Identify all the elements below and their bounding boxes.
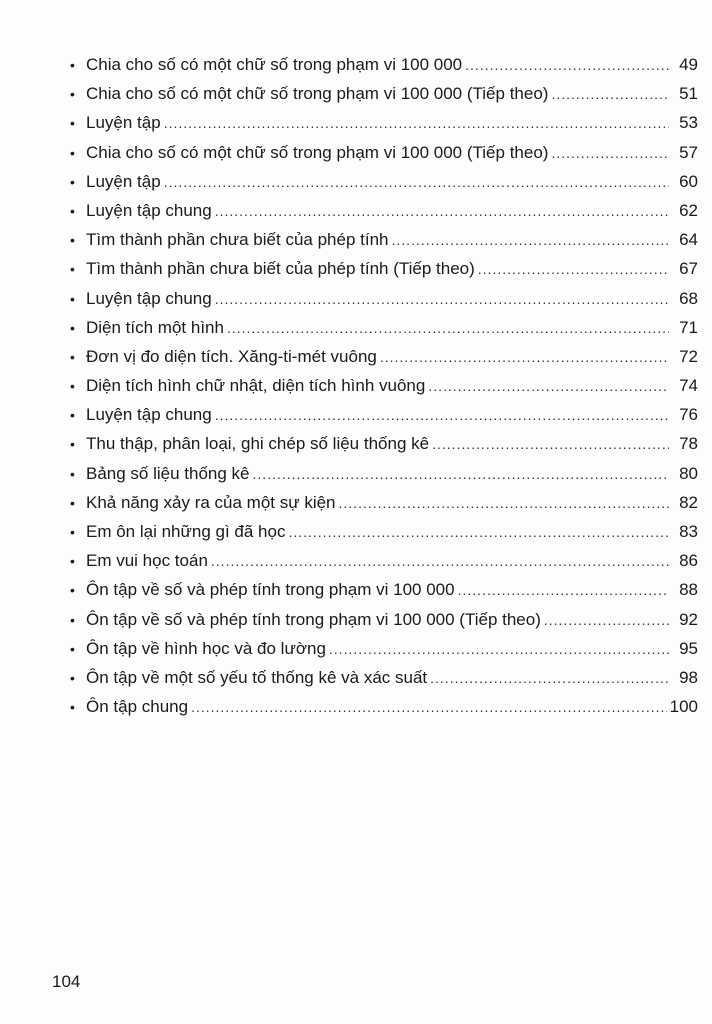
toc-entry-title: Em vui học toán	[86, 551, 208, 571]
bullet-icon: •	[70, 494, 75, 511]
toc-entry-title: Diện tích một hình	[86, 317, 224, 337]
dot-leader	[164, 109, 669, 138]
toc-entry-title: Bảng số liệu thống kê	[86, 463, 250, 483]
toc-entry-page-number: 88	[679, 580, 698, 600]
dot-leader	[215, 197, 669, 226]
toc-entry-title: Ôn tập về số và phép tính trong phạm vi 100 000	[86, 580, 455, 600]
toc-entry-page-number: 76	[679, 405, 698, 425]
toc-entry	[70, 517, 698, 546]
toc-entry-title: Em ôn lại những gì đã học	[86, 522, 286, 541]
toc-entry-title: Chia cho số có một chữ số trong phạm vi 100 000	[86, 55, 463, 74]
toc-entry-title: Thu thập, phân loại, ghi chép số liệu thống kê	[86, 434, 430, 454]
bullet-icon: •	[70, 57, 75, 73]
toc-entry	[70, 167, 698, 196]
toc-entry-page-number: 60	[679, 171, 698, 191]
dot-leader	[164, 168, 669, 197]
bullet-icon: •	[70, 582, 75, 599]
toc-entry	[70, 429, 698, 458]
toc-entry-title: Diện tích hình chữ nhật, diện tích hình vuông	[86, 376, 426, 396]
toc-entry	[70, 254, 698, 283]
dot-leader	[339, 489, 669, 518]
bullet-icon: •	[70, 115, 75, 132]
toc-entry	[70, 605, 698, 634]
toc-entry	[70, 692, 698, 721]
bullet-icon: •	[70, 290, 75, 307]
toc-entry-page-number: 57	[679, 142, 698, 162]
toc-entry-title: Ôn tập về số và phép tính trong phạm vi 100 000 (Tiếp theo)	[86, 609, 541, 629]
bullet-icon: •	[70, 348, 75, 365]
toc-entry-page-number: 83	[679, 522, 698, 541]
toc-entry-title: Luyện tập chung	[86, 200, 212, 220]
dot-leader	[215, 401, 669, 430]
toc-entry-page-number: 64	[679, 230, 698, 250]
bullet-icon: •	[70, 436, 75, 453]
toc-entry-title: Chia cho số có một chữ số trong phạm vi 100 000 (Tiếp theo)	[86, 84, 549, 104]
toc-entry-title: Chia cho số có một chữ số trong phạm vi 100 000 (Tiếp theo)	[86, 142, 549, 162]
toc-entry-title: Tìm thành phần chưa biết của phép tính (Tiếp theo)	[86, 259, 475, 279]
toc-entry-page-number: 95	[679, 638, 698, 658]
bullet-icon: •	[70, 261, 75, 278]
bullet-icon: •	[70, 319, 75, 336]
dot-leader	[551, 139, 669, 168]
toc-entry-page-number: 49	[679, 55, 698, 74]
toc-entry	[70, 342, 698, 371]
bullet-icon: •	[70, 173, 75, 190]
toc-entry-title: Ôn tập về hình học và đo lường	[86, 638, 326, 658]
toc-entry-title: Tìm thành phần chưa biết của phép tính	[86, 230, 389, 250]
bullet-icon: •	[70, 86, 75, 103]
toc-entry	[70, 108, 698, 137]
toc-entry-page-number: 82	[679, 492, 698, 512]
dot-leader	[458, 576, 669, 605]
toc-entry-page-number: 100	[669, 697, 698, 717]
toc-entry-page-number: 92	[679, 609, 698, 629]
toc-entry-page-number: 74	[679, 376, 698, 396]
toc-entry	[70, 575, 698, 604]
toc-entry	[70, 663, 698, 692]
dot-leader	[253, 460, 669, 489]
toc-entry-page-number: 71	[679, 317, 698, 337]
dot-leader	[215, 285, 669, 314]
dot-leader	[329, 635, 669, 664]
toc-entry	[70, 634, 698, 663]
dot-leader	[430, 664, 669, 693]
dot-leader	[551, 80, 669, 109]
bullet-icon: •	[70, 611, 75, 628]
dot-leader	[432, 430, 669, 459]
dot-leader	[191, 693, 667, 722]
toc-entry-page-number: 98	[679, 667, 698, 687]
toc-entry-title: Ôn tập về một số yếu tố thống kê và xác suất	[86, 667, 428, 687]
toc-entry-title: Ôn tập chung	[86, 697, 189, 717]
dot-leader	[428, 372, 669, 401]
bullet-icon: •	[70, 378, 75, 395]
toc-entry	[70, 371, 698, 400]
bullet-icon: •	[70, 202, 75, 219]
toc-entry-page-number: 80	[679, 463, 698, 483]
toc-entry-title: Đơn vị đo diện tích. Xăng-ti-mét vuông	[86, 346, 377, 366]
dot-leader	[380, 343, 669, 372]
bullet-icon: •	[70, 553, 75, 570]
toc-entry	[70, 50, 698, 79]
toc-entry	[70, 459, 698, 488]
dot-leader	[288, 518, 669, 547]
dot-leader	[478, 255, 669, 284]
toc-entry	[70, 546, 698, 575]
toc-entry	[70, 79, 698, 108]
toc-entry	[70, 225, 698, 254]
toc-entry-page-number: 67	[679, 259, 698, 279]
bullet-icon: •	[70, 465, 75, 482]
toc-entry-page-number: 53	[679, 113, 698, 133]
toc-entry-title: Khả năng xảy ra của một sự kiện	[86, 492, 336, 512]
bullet-icon: •	[70, 699, 75, 716]
dot-leader	[391, 226, 669, 255]
toc-entry-title: Luyện tập	[86, 113, 161, 133]
toc-entry	[70, 196, 698, 225]
toc-entry-page-number: 78	[679, 434, 698, 454]
bullet-icon: •	[70, 232, 75, 249]
toc-entry-title: Luyện tập chung	[86, 288, 212, 308]
toc-entry	[70, 284, 698, 313]
dot-leader	[544, 606, 669, 635]
toc-entry	[70, 400, 698, 429]
bullet-icon: •	[70, 524, 75, 540]
toc-entry-page-number: 86	[679, 551, 698, 571]
toc-entry	[70, 488, 698, 517]
toc-entry-page-number: 62	[679, 200, 698, 220]
bullet-icon: •	[70, 144, 75, 161]
toc-entry-title: Luyện tập	[86, 171, 161, 191]
bullet-icon: •	[70, 669, 75, 686]
toc-entry	[70, 313, 698, 342]
toc-entry-page-number: 68	[679, 288, 698, 308]
bullet-icon: •	[70, 640, 75, 657]
dot-leader	[211, 547, 669, 576]
bullet-icon: •	[70, 407, 75, 424]
toc-entry	[70, 138, 698, 167]
toc-entry-page-number: 72	[679, 346, 698, 366]
dot-leader	[227, 314, 669, 343]
toc-entry-title: Luyện tập chung	[86, 405, 212, 425]
page-number: 104	[52, 972, 81, 991]
table-of-contents	[70, 50, 698, 721]
toc-entry-page-number: 51	[679, 84, 698, 104]
dot-leader	[465, 51, 669, 80]
